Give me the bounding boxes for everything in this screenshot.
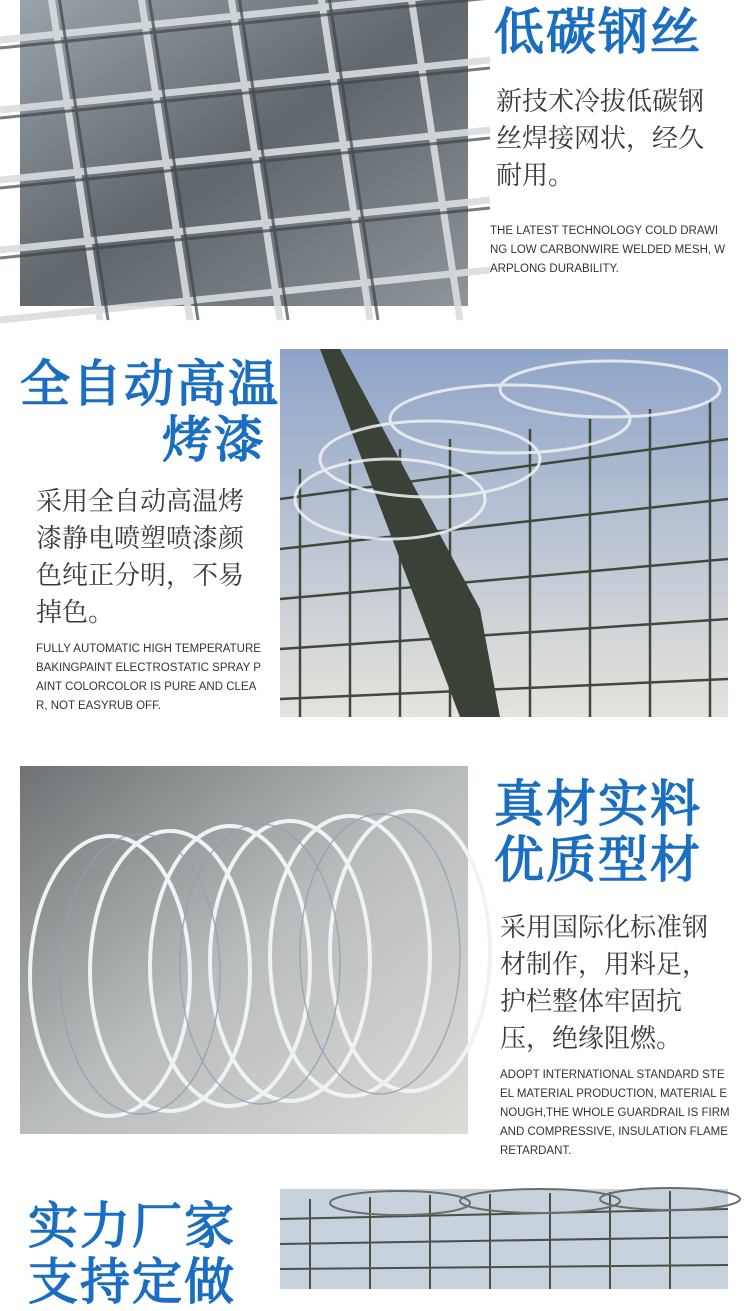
section-title <box>20 355 280 469</box>
feature-section-low-carbon-wire <box>0 0 750 310</box>
section-description: 新技术冷拔低碳钢丝焊接网状，经久耐用。 <box>496 87 705 191</box>
title-line: 支持定做 <box>28 1253 236 1311</box>
section-title <box>28 1198 236 1310</box>
section-english-description: FULLY AUTOMATIC HIGH TEMPERATURE BAKINGPAINT ELECTROSTATIC SPRAY PAINT COLORCOLOR IS PURE AND CLEAR, NOT EASYRUB OFF. <box>36 643 261 712</box>
section-english-description: THE LATEST TECHNOLOGY COLD DRAWING LOW CARBONWIRE WELDED MESH, WARPLONG DURABILITY. <box>490 225 726 275</box>
welded-wire-mesh-photo <box>20 0 468 306</box>
title-line: 优质型材 <box>494 831 702 889</box>
section-title <box>494 776 702 888</box>
airport-fence-photo <box>280 1189 728 1289</box>
title-line: 烤漆 <box>162 411 266 469</box>
section-description: 采用国际化标准钢材制作，用料足，护栏整体牢固抗压，绝缘阻燃。 <box>500 913 709 1054</box>
feature-section-quality-material <box>0 766 750 1157</box>
title-line: 低碳钢丝 <box>494 3 702 61</box>
razor-wire-fence-photo <box>280 349 728 717</box>
feature-section-baking-paint <box>0 340 750 720</box>
section-title <box>494 4 702 60</box>
title-line: 全自动高温 <box>20 355 280 413</box>
title-line: 真材实料 <box>494 775 702 833</box>
feature-section-factory-custom <box>0 1188 750 1311</box>
section-english-description: ADOPT INTERNATIONAL STANDARD STEEL MATERIAL PRODUCTION, MATERIAL ENOUGH,THE WHOLE GUARDRAIL IS FIRM AND COMPRESSIVE, INSULATION FLAME RETARDANT. <box>500 1069 730 1157</box>
title-line: 实力厂家 <box>28 1197 236 1255</box>
razor-wire-coil-photo <box>20 766 468 1134</box>
section-description: 采用全自动高温烤漆静电喷塑喷漆颜色纯正分明，不易掉色。 <box>36 487 245 628</box>
